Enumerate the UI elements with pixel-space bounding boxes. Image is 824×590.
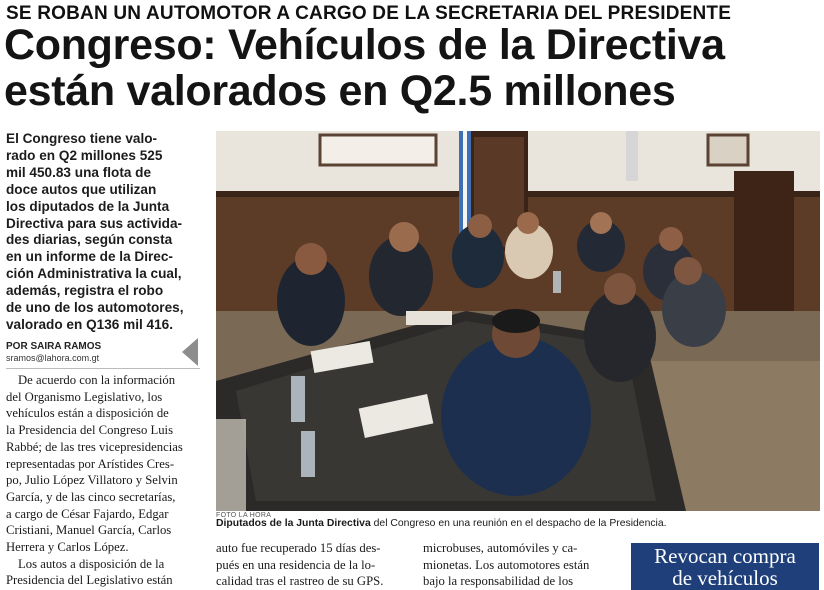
body-line: Los autos a disposición de la — [18, 556, 165, 571]
body-line: De acuerdo con la información — [18, 373, 176, 387]
lede-line: además, registra el robo — [6, 283, 164, 299]
lede-line: rado en Q2 millones 525 — [6, 147, 163, 163]
headline — [4, 22, 820, 114]
lede-line: El Congreso tiene valo- — [6, 131, 158, 146]
body-line: bajo la responsabilidad de los — [423, 574, 574, 589]
lede-line: ción Administrativa la cual, — [6, 266, 182, 282]
lede-line: valorado en Q136 mil 416. — [6, 316, 173, 332]
sidebar-box-line-2: de vehículos — [672, 566, 778, 590]
body-line: auto fue recuperado 15 días des- — [216, 541, 381, 555]
photo-caption — [216, 518, 816, 529]
lede-line: doce autos que utilizan — [6, 181, 157, 197]
lede-paragraph — [6, 131, 202, 334]
body-column-1 — [6, 372, 202, 589]
body-line: representadas por Arístides Cres- — [6, 456, 175, 471]
lede-line: los diputados de la Junta — [6, 198, 170, 214]
body-line: microbuses, automóviles y ca- — [423, 541, 578, 555]
byline-author: POR SAIRA RAMOS — [6, 341, 102, 352]
body-line: Presidencia del Legislativo están — [6, 573, 173, 588]
body-line: del Organismo Legislativo, los — [6, 389, 163, 404]
body-line: vehículos están a disposición de — [6, 406, 169, 421]
headline-line-2: están valorados en Q2.5 millones — [4, 67, 676, 115]
body-line: a cargo de César Fajardo, Edgar — [6, 506, 169, 521]
body-line: mionetas. Los automotores están — [423, 557, 590, 572]
sidebar-box-line-1: Revocan compra — [654, 544, 796, 568]
kicker: SE ROBAN UN AUTOMOTOR A CARGO DE LA SECRETARIA DEL PRESIDENTE — [6, 3, 732, 24]
body-line: Rabbé; de las tres vicepresidencias — [6, 439, 183, 454]
caption-bold: Diputados de la Junta Directiva — [216, 518, 371, 529]
body-line: García, y de las cinco secretarías, — [6, 489, 176, 504]
body-line: po, Julio López Villatoro y Selvin — [6, 473, 178, 488]
body-line: Herrera y Carlos López. — [6, 540, 129, 555]
body-column-2 — [216, 540, 412, 590]
lede-line: mil 450.83 una flota de — [6, 164, 152, 180]
byline-divider — [6, 368, 200, 369]
body-line: calidad tras el rastreo de su GPS. — [216, 574, 384, 589]
caption-rest: del Congreso en una reunión en el despacho de la Presidencia. — [370, 518, 667, 529]
meeting-photo — [216, 131, 820, 511]
photo-credit: FOTO LA HORA — [216, 512, 272, 519]
body-line: la Presidencia del Congreso Luis — [6, 423, 174, 438]
body-line: pués en una residencia de la lo- — [216, 557, 376, 572]
body-column-3 — [423, 540, 619, 590]
lede-line: des diarias, según consta — [6, 232, 173, 248]
meeting-photo-illustration — [216, 131, 820, 511]
byline-arrow-icon — [182, 338, 198, 366]
body-line: Cristiani, Manuel García, Carlos — [6, 523, 172, 538]
lede-line: Directiva para sus activida- — [6, 215, 183, 231]
byline-email: sramos@lahora.com.gt — [6, 353, 100, 363]
headline-line-1: Congreso: Vehículos de la Directiva — [4, 21, 725, 69]
byline — [6, 341, 200, 363]
lede-line: de uno de los automotores, — [6, 300, 184, 316]
lede-line: en un informe de la Direc- — [6, 249, 173, 265]
sidebar-box-headline — [631, 543, 819, 590]
